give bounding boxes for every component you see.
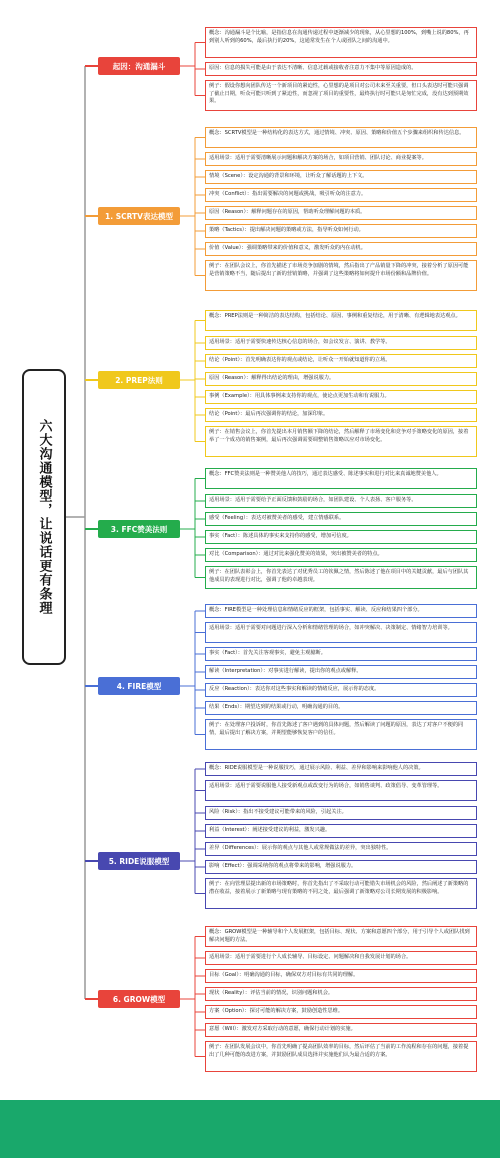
branch-node: 4. FIRE模型 (98, 677, 180, 695)
leaf-node: 适用场景：适用于需要给予正面反馈和鼓励的场合，如团队建设、个人表扬、客户服务等。 (205, 494, 477, 508)
leaf-node: 适用场景：适用于需要进行个人成长辅导、目标设定、问题解决和自我发展计划的场合。 (205, 951, 477, 965)
root-title: 六大沟通模型，让说话更有条理 (36, 419, 52, 615)
leaf-node: 原因（Reason）：解释问题存在的原因，帮助听众理解问题的本质。 (205, 206, 477, 220)
leaf-node: 策略（Tactics）：提出解决问题的策略或方法，指导听众如何行动。 (205, 224, 477, 238)
root-topic (22, 369, 66, 665)
leaf-node: 概念：SCRTV模型是一种结构化的表达方式，通过情境、冲突、原因、策略和价值五个步骤来组织和传达信息。 (205, 127, 477, 148)
leaf-node: 例子：在销售会议上，你首先提出本月销售额下降的结论，然后解释了市场变化和竞争对手策略变化的原因，接着举了一个成功的销售案例，最后再次强调需要调整销售策略以应对市场变化。 (205, 426, 477, 457)
leaf-node: 事实（Fact）：首先关注客观事实，避免主观臆断。 (205, 647, 477, 661)
branch-node: 5. RIDE说服模型 (98, 852, 180, 870)
leaf-node: 原因：信息的损失可能是由于表达不清晰、信息过载或接收者注意力不集中等原因造成的。 (205, 62, 477, 76)
leaf-node: 例子：在团队发展会议中，你首先明确了提高团队效率的目标，然后评估了当前的工作流程和存在的问题，接着提出了几种可能的改进方案，并鼓励团队成员选择并实施他们认为最合适的方案。 (205, 1041, 477, 1072)
leaf-node: 事实（Fact）：陈述具体的事实来支持你的感受，增加可信度。 (205, 530, 477, 544)
leaf-node: 适用场景：适用于需要对问题进行深入分析和情绪管理的场合，如冲突解决、决策制定、情绪智力培训等。 (205, 622, 477, 643)
leaf-node: 例子：在向管理层提出新的市场策略时，你首先指出了不采取行动可能错失市场机会的风险，然后阐述了新策略的潜在收益，接着展示了新策略与现有策略的不同之处，最后强调了新策略对公司长期发展的积极影响。 (205, 878, 477, 909)
leaf-node: 感受（Feeling）：表达对被赞美者的感受，建立情感联系。 (205, 512, 477, 526)
leaf-node: 风险（Risk）：指出不接受建议可能带来的风险，引起关注。 (205, 806, 477, 820)
leaf-node: 目标（Goal）：明确沟通的目标，确保双方对目标有共同的理解。 (205, 969, 477, 983)
leaf-node: 现状（Reality）：评估当前的情况，识别问题和机会。 (205, 987, 477, 1001)
leaf-node: 意愿（Will）：激发对方采取行动的意愿，确保行动计划的实施。 (205, 1023, 477, 1037)
leaf-node: 适用场景：适用于需要快速传达核心信息的场合，如会议发言、演讲、教学等。 (205, 336, 477, 350)
leaf-node: 方案（Option）：探讨可能的解决方案，鼓励创造性思维。 (205, 1005, 477, 1019)
leaf-node: 概念：GROW模型是一种辅导和个人发展框架，包括目标、现状、方案和意愿四个部分，用于引导个人或团队找到解决问题的方法。 (205, 926, 477, 947)
leaf-node: 原因（Reason）：解释得出结论的理由，增强说服力。 (205, 372, 477, 386)
leaf-node: 概念：RIDE说服模型是一种说服技巧，通过展示风险、利益、差异和影响来影响他人的决策。 (205, 762, 477, 776)
leaf-node: 影响（Effect）：强调采纳你的观点将带来的影响，增强说服力。 (205, 860, 477, 874)
leaf-node: 概念：FIRE模型是一种处理信息和情绪反应的框架，包括事实、解读、反应和结果四个部分。 (205, 604, 477, 618)
leaf-node: 冲突（Conflict）：指出需要解决的问题或挑战，吸引听众的注意力。 (205, 188, 477, 202)
branch-node: 6. GROW模型 (98, 990, 180, 1008)
leaf-node: 结果（Ends）：期望达到的结果或行动，明确沟通的目的。 (205, 701, 477, 715)
leaf-node: 结论（Point）：最后再次强调你的结论，加深印象。 (205, 408, 477, 422)
branch-node: 2. PREP法则 (98, 371, 180, 389)
leaf-node: 概念：沟通漏斗是个比喻，是指信息在沟通传递过程中逐渐减少的现象，从心里想的100%，到嘴上说的80%，再到别人听到的60%，最后执行的20%，这通常发生在个人或团队之间的沟通中。 (205, 27, 477, 58)
leaf-node: 例子：在团队表彰会上，你首先表达了对优秀员工的钦佩之情，然后陈述了他在项目中的关键贡献，最后与团队其他成员的表现进行对比，强调了他的卓越表现。 (205, 566, 477, 589)
leaf-node: 情境（Scene）：设定沟通的背景和环境，让听众了解话题的上下文。 (205, 170, 477, 184)
branch-node: 3. FFC赞美法则 (98, 520, 180, 538)
leaf-node: 利益（Interest）：阐述接受建议的利益，激发兴趣。 (205, 824, 477, 838)
leaf-node: 事例（Example）：用具体事例来支持你的观点，使论点更加生动和有说服力。 (205, 390, 477, 404)
leaf-node: 对比（Comparison）：通过对比来强化赞美的效果，突出被赞美者的特点。 (205, 548, 477, 562)
leaf-node: 适用场景：适用于需要清晰展示问题和解决方案的场合，如项目营销、团队讨论、商业提案等。 (205, 152, 477, 166)
branch-node: 1. SCRTV表达模型 (98, 207, 180, 225)
branch-node: 起因：沟通漏斗 (98, 57, 180, 75)
leaf-node: 适用场景：适用于需要说服他人接受新观点或改变行为的场合，如销售谈判、政策倡导、变革管理等。 (205, 780, 477, 801)
leaf-node: 例子：在团队会议上，你首先描述了市场竞争加剧的情境，然后指出了产品销量下降的冲突，接着分析了原因可能是营销策略不当，随后提出了新的营销策略，并强调了这些策略将如何提升市场份额和品牌价值。 (205, 260, 477, 291)
leaf-node: 例子：在处理客户投诉时，你首先陈述了客户遇到的具体问题，然后解读了问题的原因，表达了对客户不便的同情，最后提出了解决方案，并期望能够恢复客户的信任。 (205, 719, 477, 750)
leaf-node: 解读（Interpretation）：对事实进行解读，提出你的观点或解释。 (205, 665, 477, 679)
leaf-node: 例子：假设你想向团队传达一个新项目的紧迫性，心里想的是项目对公司未来至关重要，但口头表达时可能只强调了截止日期，听众可能只听到了紧迫性，而忽视了项目的重要性，最终执行时可能只是匆忙完成，没有达到预期效果。 (205, 80, 477, 111)
leaf-node: 概念：PREP法则是一种简洁的表达结构，包括结论、原因、事例和重复结论，用于清晰、有逻辑地表达观点。 (205, 310, 477, 331)
leaf-node: 结论（Point）：首先明确表达你的观点或结论，让听众一开始就知道你的立场。 (205, 354, 477, 368)
leaf-node: 价值（Value）：强调策略带来的价值和意义，激发听众的内在动机。 (205, 242, 477, 256)
leaf-node: 反应（Reaction）：表达你对这些事实和解读的情绪反应，展示你的态度。 (205, 683, 477, 697)
leaf-node: 概念：FFC赞美法则是一种赞美他人的技巧，通过表达感受、陈述事实和进行对比来真诚地赞美他人。 (205, 468, 477, 489)
leaf-node: 差异（Differences）：展示你的观点与其他人或常规做法的差异，突出独特性。 (205, 842, 477, 856)
footer-bar (0, 1100, 500, 1158)
